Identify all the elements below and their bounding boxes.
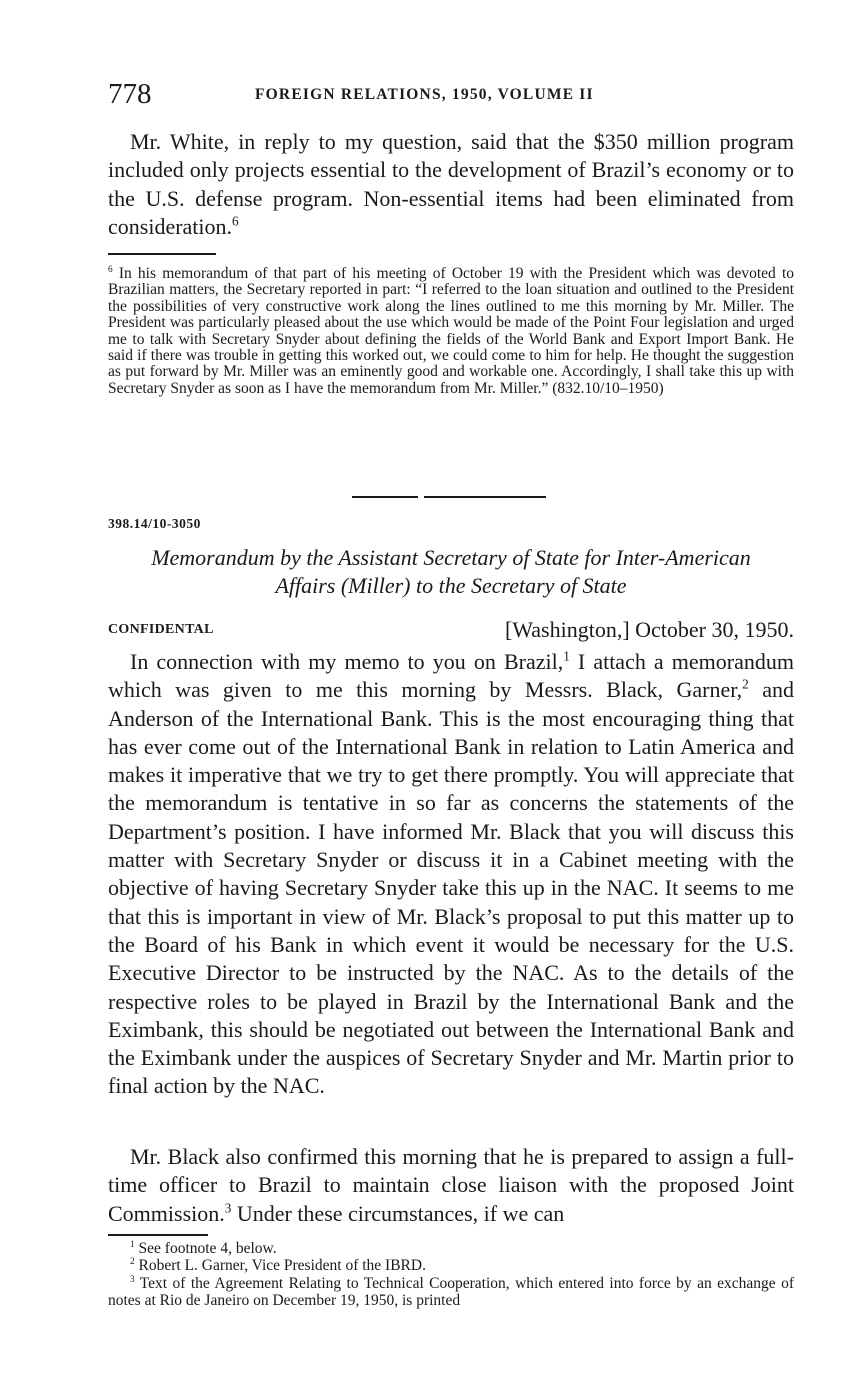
- footnote-mark: 6: [108, 264, 113, 275]
- footnote-3: [108, 1275, 794, 1310]
- footnote-mark: 2: [130, 1257, 135, 1268]
- footnote-ref-1: 1: [563, 648, 570, 664]
- paragraph-segment: Under these circumstances, if we can: [231, 1200, 565, 1226]
- separator-rule-right: [424, 496, 546, 498]
- footnote-text: Text of the Agreement Relating to Technical Cooperation, which entered into force by an exchange of notes at Rio de Janeiro on December 19, 1950, is printed: [108, 1274, 794, 1309]
- paragraph-memo-body: [108, 648, 794, 1101]
- paragraph-segment: and Anderson of the International Bank. This is the most encouraging thing that has ever come out of the International Bank in relation to Latin America and makes it imperative that we try to get there promptly. You will appreciate that the memorandum is tentative in so far as concerns the statements of the Department’s position. I have informed Mr. Black that you will discuss this matter with Secretary Snyder or discuss it in a Cabinet meeting with the objective of having Secretary Snyder take this up in the NAC. It seems to me that this is important in view of Mr. Black’s proposal to put this matter up to the Board of his Bank in which event it would be necessary for the U.S. Executive Director to be instructed by the NAC. As to the details of the respective roles to be played in Brazil by the International Bank and the Eximbank, this should be negotiated out between the International Bank and the Eximbank under the auspices of Secretary Snyder and Mr. Martin prior to final action by the NAC.: [108, 677, 794, 1099]
- footnote-6: [108, 266, 794, 397]
- classification-label: CONFIDENTAL: [108, 622, 214, 637]
- footnote-rule: [108, 253, 216, 255]
- running-title: FOREIGN RELATIONS, 1950, VOLUME II: [255, 86, 594, 103]
- footnote-ref-3: 3: [224, 1200, 232, 1216]
- paragraph-segment: Mr. Black also confirmed this morning that he is prepared to assign a full-time officer to Brazil to maintain close liaison with the proposed Joint Commission.: [108, 1144, 794, 1226]
- footnote-1: [108, 1240, 794, 1257]
- paragraph-black-confirmation: [108, 1143, 794, 1228]
- footnote-2: [108, 1257, 794, 1274]
- footnotes: [108, 1240, 794, 1309]
- paragraph-text: Mr. White, in reply to my question, said that the $350 million program included only projects essential to the development of Brazil’s economy or to the U.S. defense program. Non-essential items had been eliminated from consideration.: [108, 129, 794, 239]
- footnote-mark: 1: [130, 1239, 135, 1250]
- paragraph-segment: I attach a memorandum which was given to me this morning by Messrs. Black, Garner,: [108, 649, 794, 703]
- title-line-2: Affairs (Miller) to the Secretary of State: [275, 573, 627, 598]
- footnote-mark: 3: [130, 1274, 135, 1285]
- place-date: [Washington,] October 30, 1950.: [504, 617, 794, 642]
- footnote-text: In his memorandum of that part of his meeting of October 19 with the President which was devoted to Brazilian matters, the Secretary reported in part: “I referred to the loan situation and outlined to the President the possibilities of very constructive work along the lines outlined to me this morning by Mr. Miller. The President was particularly pleased about the use which would be made of the Point Four legislation and urged me to talk with Secretary Snyder about defining the fields of the World Bank and Export Import Bank. He said if there was trouble in getting this worked out, we could come to him for help. He thought the suggestion as put forward by Mr. Miller was an eminently good and workable one. Accordingly, I shall take this up with Secretary Snyder as soon as I have the memorandum from Mr. Miller.” (832.10/10–1950): [108, 265, 795, 397]
- paragraph-segment: In connection with my memo to you on Brazil,: [130, 649, 564, 674]
- paragraph-white-reply: [108, 128, 794, 241]
- footnote-ref-2: 2: [742, 676, 749, 692]
- footnote-text: Robert L. Garner, Vice President of the IBRD.: [138, 1257, 426, 1275]
- page-header: [108, 78, 798, 114]
- file-number: 398.14/10-3050: [108, 516, 201, 531]
- footnote-ref-6: 6: [232, 213, 239, 229]
- title-line-1: Memorandum by the Assistant Secretary of State for Inter-American: [151, 545, 751, 570]
- footnote-text: See footnote 4, below.: [138, 1240, 277, 1257]
- document-title: [108, 544, 794, 600]
- page-number: 778: [108, 78, 152, 110]
- footnote-rule: [108, 1234, 208, 1236]
- separator-rule-left: [352, 496, 418, 498]
